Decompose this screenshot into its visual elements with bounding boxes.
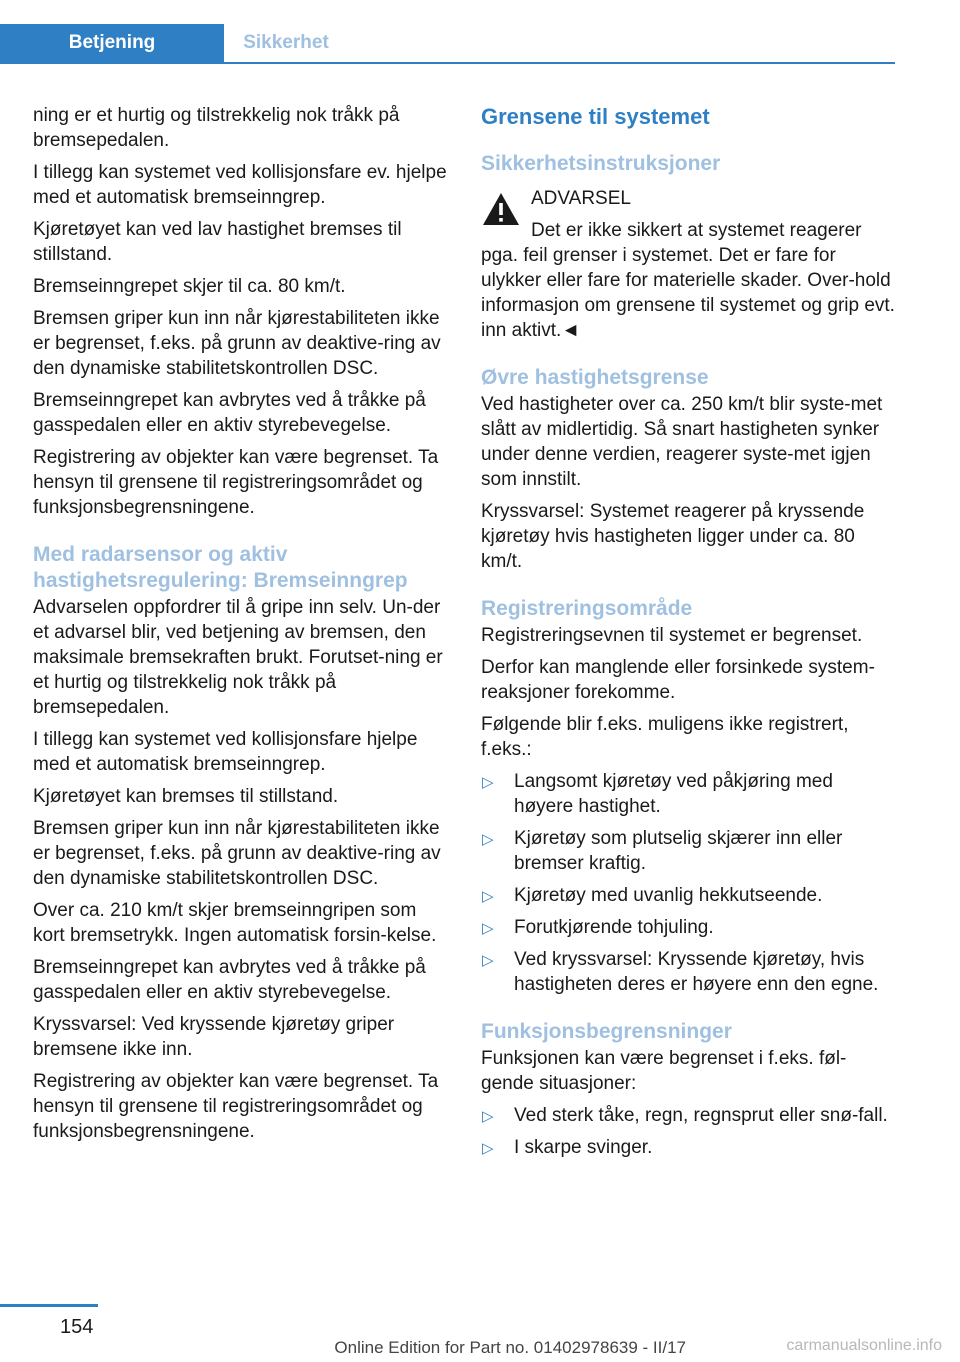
section-heading-function-limits: Funksjonsbegrensninger [481, 1020, 732, 1043]
paragraph: Derfor kan manglende eller forsinkede system-reaksjoner forekomme. [481, 657, 875, 703]
triangle-bullet-icon: ▷ [482, 920, 494, 937]
paragraph: Registrering av objekter kan være begrenset. Ta hensyn til grensene til registreringsområdet og funksjonsbegrensningene. [33, 1071, 439, 1142]
section-heading-detection-range: Registreringsområde [481, 597, 693, 620]
header-tab-bar [0, 24, 895, 64]
section-heading-radar-brake: Med radarsensor og aktiv hastighetsregulering: Bremseinngrep [33, 543, 408, 592]
paragraph: Funksjonen kan være begrenset i f.eks. føl-gende situasjoner: [481, 1048, 847, 1094]
list-item-text: Ved kryssvarsel: Kryssende kjøretøy, hvis hastigheten deres er høyere enn den egne. [514, 949, 879, 995]
section-title-system-limits: Grensene til systemet [481, 104, 710, 129]
list-item-text: Ved sterk tåke, regn, regnsprut eller snø-fall. [514, 1105, 888, 1126]
paragraph: I tillegg kan systemet ved kollisjonsfare ev. hjelpe med et automatisk bremseinngrep. [33, 162, 447, 208]
triangle-bullet-icon: ▷ [482, 831, 494, 848]
paragraph: Bremsen griper kun inn når kjørestabiliteten ikke er begrenset, f.eks. på grunn av deaktive-ring av den dynamiske stabilitetskontrollen DSC. [33, 308, 441, 379]
tab-betjening[interactable]: Betjening [0, 24, 224, 62]
list-item-text: I skarpe svinger. [514, 1137, 653, 1158]
paragraph: ning er et hurtig og tilstrekkelig nok tråkk på bremsepedalen. [33, 105, 400, 151]
list-item [481, 1103, 895, 1128]
section-heading-upper-speed: Øvre hastighetsgrense [481, 366, 709, 389]
paragraph: Bremsen griper kun inn når kjørestabiliteten ikke er begrenset, f.eks. på grunn av deaktive-ring av den dynamiske stabilitetskontrollen DSC. [33, 818, 441, 889]
paragraph: Kjøretøyet kan ved lav hastighet bremses til stillstand. [33, 219, 402, 265]
triangle-bullet-icon: ▷ [482, 1108, 494, 1125]
warning-triangle-icon [481, 191, 521, 227]
warning-title: ADVARSEL [531, 188, 631, 209]
list-item [481, 1135, 895, 1160]
footer-rule [0, 1304, 98, 1307]
tab-sikkerhet[interactable]: Sikkerhet [243, 32, 329, 53]
section-heading-safety: Sikkerhetsinstruksjoner [481, 152, 721, 175]
right-column [481, 103, 895, 1167]
paragraph: Kryssvarsel: Ved kryssende kjøretøy griper bremsene ikke inn. [33, 1014, 395, 1060]
paragraph: Registreringsevnen til systemet er begrenset. [481, 625, 863, 646]
list-item [481, 883, 895, 908]
paragraph: Kryssvarsel: Systemet reagerer på kryssende kjøretøy hvis hastigheten ligger under ca. 80 km/t. [481, 501, 865, 572]
paragraph: Bremseinngrepet kan avbrytes ved å tråkke på gasspedalen eller en aktiv styrebevegelse. [33, 957, 426, 1003]
list-item-text: Kjøretøy som plutselig skjærer inn eller bremser kraftig. [514, 828, 843, 874]
paragraph: Over ca. 210 km/t skjer bremseinngripen som kort bremsetrykk. Ingen automatisk forsin-kelse. [33, 900, 437, 946]
paragraph: I tillegg kan systemet ved kollisjonsfare hjelpe med et automatisk bremseinngrep. [33, 729, 418, 775]
list-item-text: Langsomt kjøretøy ved påkjøring med høyere hastighet. [514, 771, 833, 817]
paragraph: Registrering av objekter kan være begrenset. Ta hensyn til grensene til registreringsområdet og funksjonsbegrensningene. [33, 447, 439, 518]
triangle-bullet-icon: ▷ [482, 888, 494, 905]
paragraph: Bremseinngrepet kan avbrytes ved å tråkke på gasspedalen eller en aktiv styrebevegelse. [33, 390, 426, 436]
bullet-list-detection [481, 769, 895, 997]
list-item [481, 826, 895, 876]
watermark: carmanualsonline.info [786, 1337, 942, 1354]
warning-text: Det er ikke sikkert at systemet reagerer pga. feil grenser i systemet. Det er fare for ulykker eller fare for materielle skader. Over-hold informasjon om grensene til systemet og grip evt. inn aktivt.◄ [481, 220, 895, 341]
paragraph: Bremseinngrepet skjer til ca. 80 km/t. [33, 276, 346, 297]
triangle-bullet-icon: ▷ [482, 1140, 494, 1157]
list-item-text: Kjøretøy med uvanlig hekkutseende. [514, 885, 823, 906]
list-item-text: Forutkjørende tohjuling. [514, 917, 714, 938]
bullet-list-function [481, 1103, 895, 1160]
list-item [481, 769, 895, 819]
left-column [33, 103, 447, 1151]
triangle-bullet-icon: ▷ [482, 774, 494, 791]
paragraph: Advarselen oppfordrer til å gripe inn selv. Un-der et advarsel blir, ved betjening av bremsen, den maksimale bremsekraften brukt. Forutset-ning er et hurtig og tilstrekkelig nok tråkk på bremsepedalen. [33, 597, 443, 718]
warning-box [481, 186, 895, 343]
paragraph: Ved hastigheter over ca. 250 km/t blir syste-met slått av midlertidig. Så snart hastigheten synker under denne verdien, reagerer syste-met igjen som innstilt. [481, 394, 883, 490]
list-item [481, 915, 895, 940]
list-item [481, 947, 895, 997]
edition-text: Online Edition for Part no. 01402978639 - II/17 [334, 1338, 686, 1357]
triangle-bullet-icon: ▷ [482, 952, 494, 969]
page-number: 154 [60, 1316, 94, 1338]
paragraph: Følgende blir f.eks. muligens ikke registrert, f.eks.: [481, 714, 849, 760]
paragraph: Kjøretøyet kan bremses til stillstand. [33, 786, 339, 807]
